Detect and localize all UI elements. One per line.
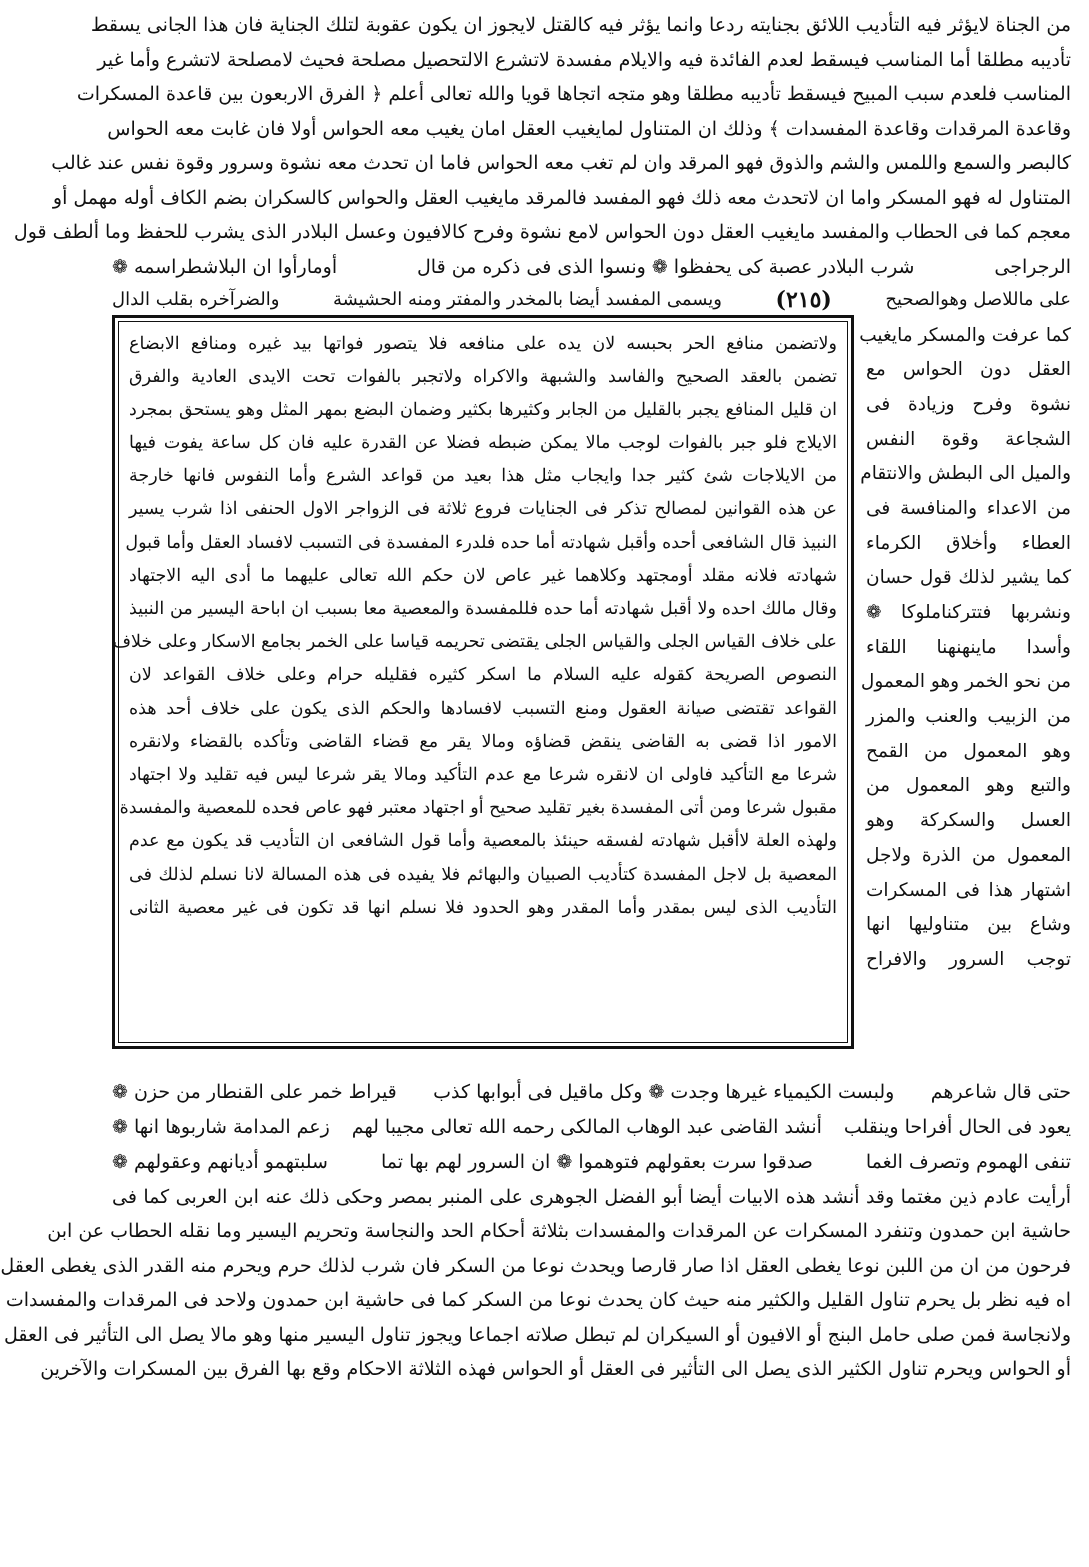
verse-part: ولبست الكيمياء غيرها وجدت ❁ وكل ماقيل فى أبوابها كذب [433, 1080, 895, 1103]
verse-line [112, 250, 1071, 285]
side-line: وأسدا ماينهنهنا اللقاء [866, 636, 1071, 658]
box-line: النبيذ قال الشافعى أحده وأقبل شهادته أما حده فلدرء المفسدة فى التسبب لافساد العقل وأما قبول [125, 532, 837, 553]
side-line: والميل الى البطش والانتقام [860, 463, 1071, 485]
box-line: ان قليل المنافع يجبر بالقليل من الجابر وكثيرها بكثير وضمان البضع بمهر المثل وهو يستحق بمجرد [129, 399, 837, 420]
side-line: الشجاعة وقوة النفس [866, 428, 1071, 450]
box-line: من الايلاجات شئ كثير جدا وايجاب مثل هذا بعيد من قواعد الشرع وأما النفوس فانها خارجة [129, 466, 837, 487]
verse-part: تنفى الهموم وتصرف الغما [865, 1150, 1071, 1173]
side-line: من نحو الخمر وهو المعمول [860, 671, 1071, 693]
side-line: والتبع وهو المعمول من [866, 775, 1071, 797]
verse-part: سلبتهمو أديانهم وعقولهم ❁ [112, 1150, 328, 1173]
header-text: والضرآخره بقلب الدال [112, 288, 280, 310]
text-line: معجم كما فى الحطاب والمفسد مايغيب العقل دون الحواس لامع نشوة وفرح كالافيون وعسل البلادر الذى يشرب للحفظ وما ألطف قول [13, 221, 1071, 243]
framed-commentary-inner [112, 321, 848, 1043]
box-line: ولهذه العلة لاأقبل شهادته لفسقه حينئذ بالمعصية وأما قول الشافعى ان التأديب قد يكون مع عدم [129, 831, 837, 852]
side-line: وهو المعمول من القمح [866, 740, 1071, 762]
box-line: شهادته فلانه مقلد أومجتهد وكلاهما غير عاص لان حكم الله تعالى عليهما ما أدى اليه الاجتهاد [129, 565, 837, 586]
side-line: العقل دون الحواس مع [866, 359, 1071, 381]
framed-commentary-box [112, 315, 854, 1049]
side-line: توجب السرور والافراح [866, 948, 1071, 970]
text-line: من الجناة لايؤثر فيه التأديب اللائق بجنايته ردعا وانما يؤثر فيه كالقتل لايجوز ان يكون عقوبة لتلك الجناية فان هذا الجانى يسقط [90, 14, 1071, 36]
lower-text-block [0, 1075, 1071, 1387]
box-line: ولاتضمن منافع الحر بحبسه لان يده على منافعه فلا يتصور فواتها بيد غيره ومنافع الابضاع [129, 333, 837, 354]
text-line: تأديبه مطلقا أما المناسب فيسقط لعدم الفائدة فيه والايلام مفسدة لاتشرع الالتحصيل مصلحة فحيث لامصلحة لاتشرع وأما غير [97, 48, 1071, 71]
box-line: مقبول شرعا ومن أتى المفسدة بغير تقليد صحيح أو اجتهاد معتبر فهو عاص فحده للمعصية والمفسدة [119, 798, 837, 819]
text-line: المناسب فلعدم سبب المبيح فيسقط تأديبه مطلقا وهو متجه اتجاها قويا والله تعالى أعلم ﴿ الفرق الاربعون بين قاعدة المسكرات [76, 83, 1071, 105]
box-line: التأديب الذى ليس بمقدر وأما المقدر وهو الحدود فلا نسلم انها قد تكون فى غير معصية الثانى [129, 897, 837, 918]
side-line: من الاعداء والمنافسة فى [866, 497, 1071, 519]
text-line: فرحون من ان من اللبن نوعا يغطى العقل اذا صار قارصا ويحدث نوعا من السكر فان شرب لذلك حرم ويحرم منه القدر الذى يغطى العقل [0, 1254, 1071, 1277]
side-line: العطاء وأخلاق الكرماء [866, 532, 1071, 554]
box-line: عن هذه القوانين لمصالح تذكر فى الجنايات فروع ثلاثة فى الزواجر الاول الحنفى اذا شرب يسير [129, 499, 837, 520]
text-line: كالبصر والسمع واللمس والشم والذوق فهو المرقد وان لم تغب معه الحواس فاما ان تحدث معه نشوة وسرور وقوة نفس عند غالب [51, 152, 1071, 174]
verse-hemistich: شرب البلادر عصبة كى يحفظوا ❁ ونسوا الذى فى ذكره من قال [417, 255, 915, 278]
verse-part: زعم المدامة شاربوها انها ❁ [112, 1115, 330, 1138]
verse-line [112, 1110, 1071, 1145]
verse-speaker: الرجراجى [994, 255, 1071, 278]
upper-text-block [13, 8, 1071, 250]
verse-part: يعود فى الحال أفراحا وينقلب [843, 1115, 1071, 1138]
verse-line [112, 1145, 1071, 1180]
verse-part: قيراط خمر على القنطار من حزن ❁ [112, 1080, 397, 1103]
verse-part: أنشد القاضى عبد الوهاب المالكى رحمه الله تعالى مجيبا لهم [351, 1115, 822, 1138]
box-line: تضمن بالعقد الصحيح والفاسد والشبهة والاكراه ولاتجبر بالفوات تحت الايدى العادية والفرق [129, 366, 837, 387]
side-line: نشوة وفرح وزيادة فى [866, 393, 1071, 415]
box-line: القواعد تقتضى صيانة العقول ومنع التسبب لافسادها والحكم الذى يكون على خلاف أحد هذه [129, 698, 837, 719]
side-note-start: على ماللاصل وهوالصحيح [885, 288, 1071, 310]
side-line: كما يشير لذلك قول حسان [866, 567, 1071, 589]
box-line: الامور اذا قضى به القاضى ينقض قضاؤه ومالا يقر مع قضاء القاضى وتأكده بالقضاء ولانقره [129, 731, 837, 752]
page-number: (٢١٥) [775, 286, 832, 313]
side-column [859, 319, 1071, 978]
text-line: حاشية ابن حمدون وتنفرد المسكرات عن المرقدات والمفسدات بثلاثة أحكام الحد والنجاسة وتحريم اليسير وما نقله الحطاب عن ابن [47, 1220, 1071, 1242]
verse-part: حتى قال شاعرهم [930, 1080, 1071, 1103]
verse-hemistich: أومارأوا ان البلاشطراسمه ❁ [112, 255, 338, 278]
side-line: المعمول من الذرة ولاجل [866, 844, 1071, 866]
middle-section [112, 319, 1071, 1069]
text-line: أرأيت عادم ذين مغتما وقد أنشد هذه الابيات أيضا أبو الفضل الجوهرى على المنبر بمصر وحكى ذلك عنه ابن العربى كما فى [112, 1185, 1071, 1208]
side-line: وشاع بين متناوليها انها [866, 914, 1071, 936]
side-line: من الزبيب والعنب والمزر [866, 706, 1071, 728]
text-line: أو الحواس ويحرم تناول الكثير الذى يصل الى التأثير فى العقل أو الحواس فهذه الثلاثة الاحكام وقع بها الفرق بين المسكرات والآخرين [40, 1358, 1071, 1380]
box-line: الايلاج فلو جبر بالفوات لوجب مالا يمكن ضبطه فضلا عن القدرة عليه فان كل ساعة يفوت فيها [129, 433, 837, 454]
box-line: النصوص الصريحة كقوله عليه السلام ما اسكر كثيره فقليله حرام وعلى خلاف القواعد لان [129, 665, 837, 686]
verse-part: صدقوا سرت بعقولهم فتوهموا ❁ ان السرور لهم بها تما [381, 1150, 813, 1173]
page-header-row [112, 285, 1071, 315]
text-line: وقاعدة المرقدات وقاعدة المفسدات ﴾ وذلك ان المتناول لمايغيب العقل امان يغيب معه الحواس أولا فان غابت معه الحواس [107, 117, 1071, 140]
side-line: اشتهار هذا فى المسكرات [866, 879, 1071, 901]
box-line: المعصية بل لاجل المفسدة كتأديب الصبيان والبهائم فلا يفيده فى هذه المسالة لانا نسلم لذلك فى [129, 864, 837, 885]
side-line: العسل والسكركة وهو [866, 810, 1071, 832]
text-line: اه فيه نظر بل يحرم تناول القليل والكثير منه حيث كان يحدث نوعا من السكر كما فى حاشية ابن حمدون ولاحد فى المرقدات والمفسدات [5, 1289, 1071, 1311]
box-line: على خلاف القياس الجلى والقياس الجلى يقتضى تحريمه قياسا على الخمر بجامع الاسكار وعلى خلاف [112, 632, 837, 653]
box-line: وقال مالك احده ولا أقبل شهادته أما حده فللمفسدة والمعصية معا بسبب ان اباحة اليسير من النبيذ [129, 599, 837, 619]
text-line: المتناول له فهو المسكر واما ان لاتحدث معه ذلك فهو المفسد فالمرقد مايغيب العقل والحواس كالسكران بضم الكاف أوله مهمل أو [52, 186, 1071, 209]
side-line: ونشربها فتتركناملوكا ❁ [866, 602, 1071, 623]
text-line: ولانجاسة فمن صلى حامل البنج أو الافيون أو السيكران لم تبطل صلاته اجماعا ويجوز تناول اليسير منها وهو مالا يصل الى التأثير فى العقل [4, 1323, 1071, 1346]
verse-line [112, 1075, 1071, 1110]
box-line: شرعا مع التأكيد فاولى ان لانقره شرعا مع عدم التأكيد ومالا يقر شرعا ليس فيه تقليد ولا اجتهاد [129, 764, 837, 785]
header-text: ويسمى المفسد أيضا بالمخدر والمفتر ومنه الحشيشة [332, 288, 722, 310]
side-line: كما عرفت والمسكر مايغيب [859, 324, 1071, 346]
